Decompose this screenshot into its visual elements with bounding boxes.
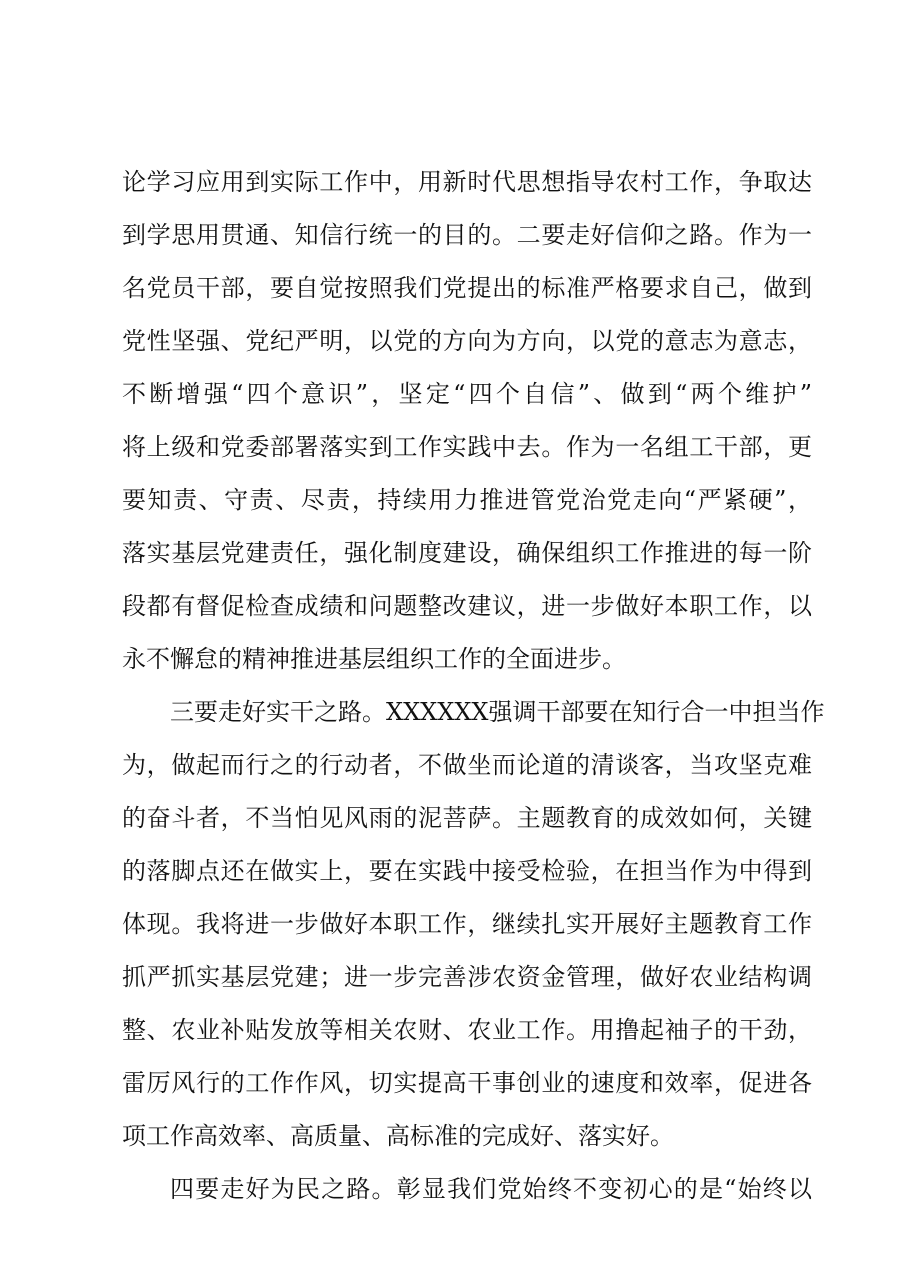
text-line: 的落脚点还在做实上，要在实践中接受检验，在担当作为中得到	[122, 857, 812, 885]
text-line: 不断增强“四个意识”，坚定“四个自信”、做到“两个维护”	[122, 380, 812, 408]
paragraph-start-line: 三要走好实干之路。XXXXXX强调干部要在知行合一中担当作	[170, 698, 825, 726]
text-line: 永不懈怠的精神推进基层组织工作的全面进步。	[122, 645, 626, 673]
text-line: 雷厉风行的工作作风，切实提高干事创业的速度和效率，促进各	[122, 1069, 812, 1097]
body-text	[122, 156, 825, 1216]
text-line: 到学思用贯通、知信行统一的目的。二要走好信仰之路。作为一	[122, 221, 812, 249]
text-line: 项工作高效率、高质量、高标准的完成好、落实好。	[122, 1122, 674, 1150]
text-line: 的奋斗者，不当怕见风雨的泥菩萨。主题教育的成效如何，关键	[122, 804, 812, 832]
text-line: 论学习应用到实际工作中，用新时代思想指导农村工作，争取达	[122, 168, 812, 196]
text-line: 段都有督促检查成绩和问题整改建议，进一步做好本职工作，以	[122, 592, 812, 620]
text-line: 体现。我将进一步做好本职工作，继续扎实开展好主题教育工作	[122, 910, 812, 938]
text-line: 整、农业补贴发放等相关农财、农业工作。用撸起袖子的干劲，	[122, 1016, 812, 1044]
text-line: 党性坚强、党纪严明，以党的方向为方向，以党的意志为意志，	[122, 327, 812, 355]
text-line: 抓严抓实基层党建；进一步完善涉农资金管理，做好农业结构调	[122, 963, 812, 991]
text-line: 为，做起而行之的行动者，不做坐而论道的清谈客，当攻坚克难	[122, 751, 812, 779]
text-line: 要知责、守责、尽责，持续用力推进管党治党走向“严紧硬”，	[122, 486, 812, 514]
text-line: 名党员干部，要自觉按照我们党提出的标准严格要求自己，做到	[122, 274, 812, 302]
text-line: 将上级和党委部署落实到工作实践中去。作为一名组工干部，更	[122, 433, 812, 461]
text-line: 落实基层党建责任，强化制度建设，确保组织工作推进的每一阶	[122, 539, 812, 567]
paragraph-start-line: 四要走好为民之路。彰显我们党始终不变初心的是“始终以	[170, 1175, 812, 1203]
